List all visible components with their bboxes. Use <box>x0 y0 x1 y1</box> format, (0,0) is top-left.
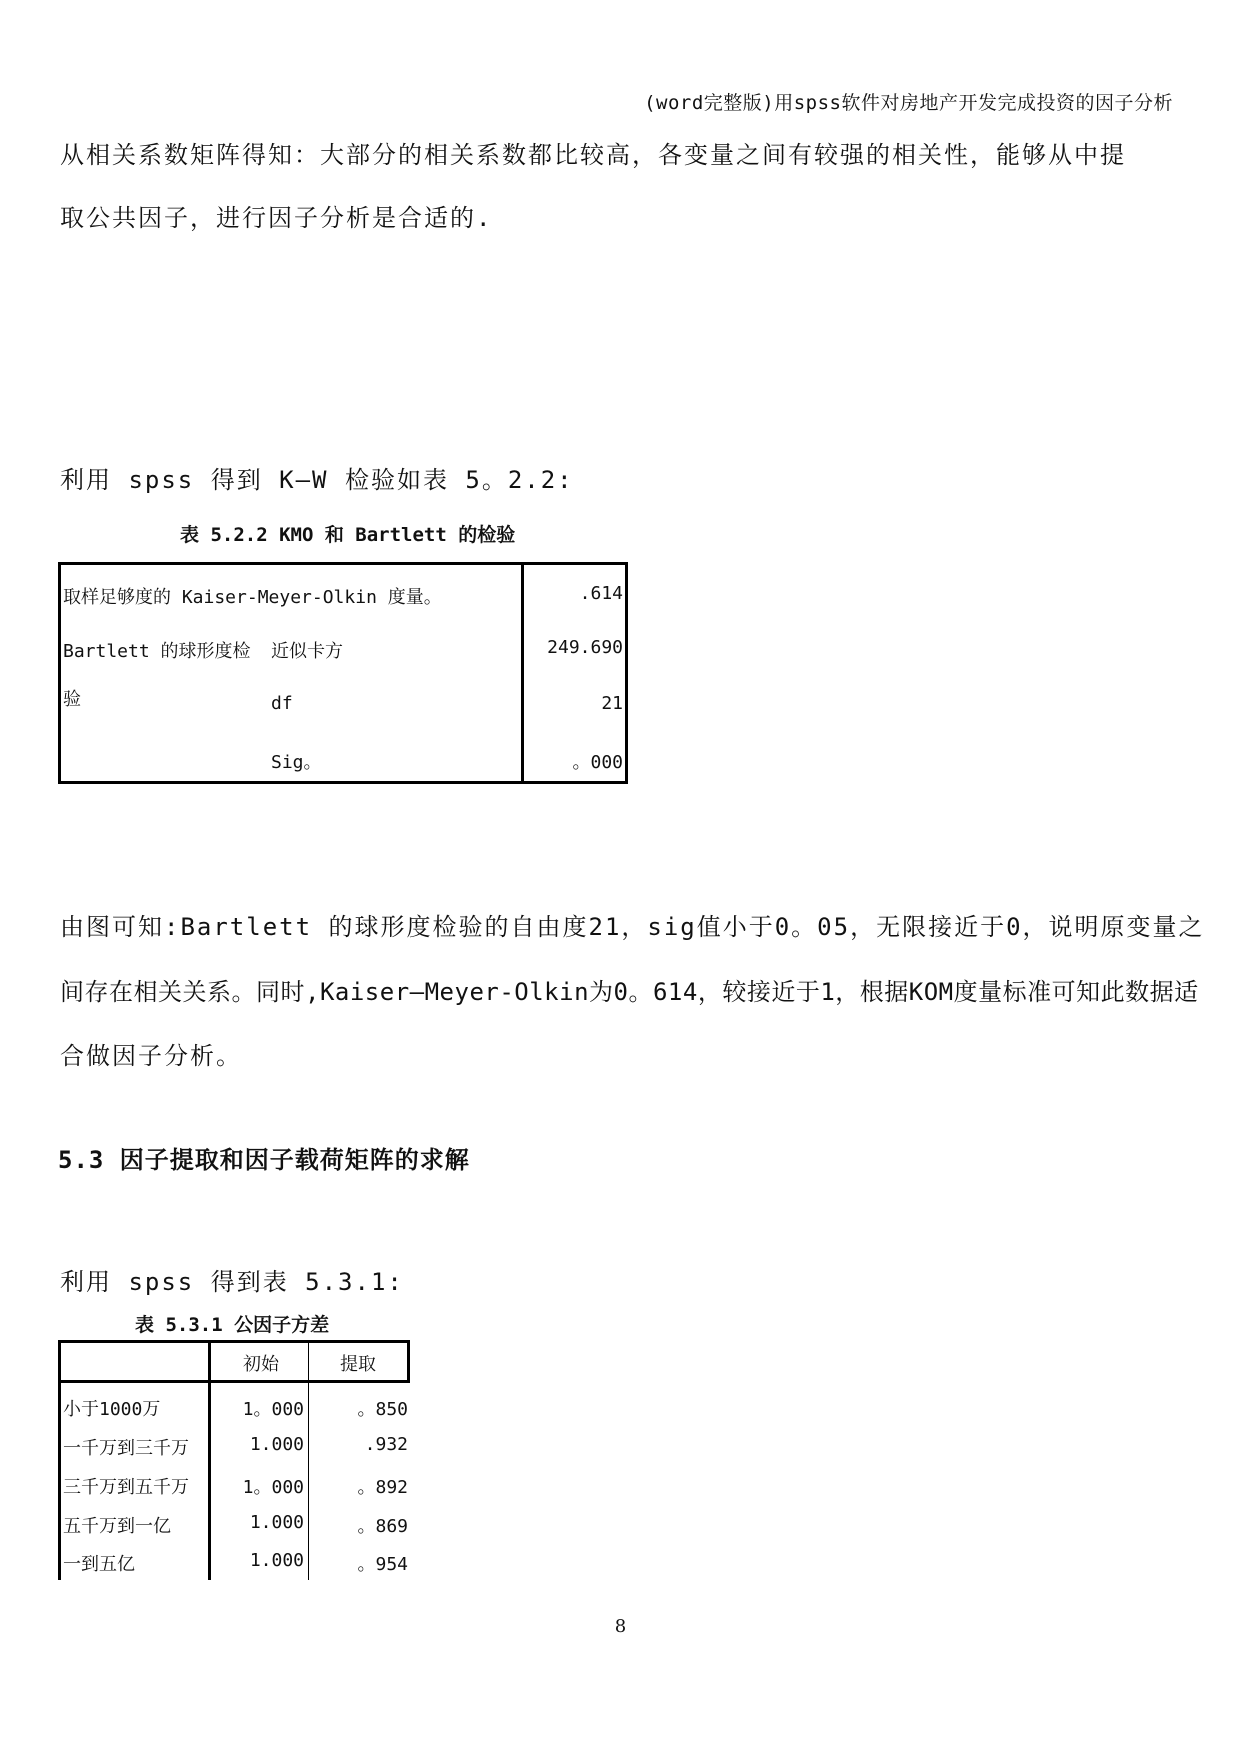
table-header-border <box>58 1380 410 1383</box>
kmo-row2-sub: 近似卡方 <box>271 641 343 662</box>
row-initial: 1.000 <box>249 1550 304 1571</box>
kmo-row2-value: 249.690 <box>547 637 623 658</box>
page-number: 8 <box>614 1616 627 1637</box>
kmo-row2-label: Bartlett 的球形度检 <box>63 641 251 662</box>
kmo-row3-sub: df <box>271 693 293 714</box>
paragraph-2-line-2: 间存在相关关系。同时,Kaiser—Meyer-Olkin为0。614，较接近于1，根据KOM度量标准可知此数据适 <box>60 978 1199 1006</box>
row-label: 三千万到五千万 <box>63 1477 189 1498</box>
table-top-border <box>58 1340 410 1343</box>
kmo-row1-label: 取样足够度的 Kaiser-Meyer-Olkin 度量。 <box>63 587 442 608</box>
paragraph-1-line-1: 从相关系数矩阵得知：大部分的相关系数都比较高，各变量之间有较强的相关性，能够从中提 <box>60 141 1126 169</box>
paragraph-1-line-2: 取公共因子，进行因子分析是合适的. <box>60 204 493 232</box>
row-extraction: 。892 <box>357 1477 408 1498</box>
row-label: 小于1000万 <box>63 1399 161 1420</box>
row-label: 一千万到三千万 <box>63 1438 189 1459</box>
row-initial: 1。000 <box>242 1477 304 1498</box>
column-header-extraction: 提取 <box>340 1354 376 1375</box>
kmo-row4-value: 。000 <box>572 752 623 773</box>
table-row <box>58 1395 410 1433</box>
kmo-row3-value: 21 <box>601 693 623 714</box>
table-row <box>58 1473 410 1511</box>
row-extraction: 。954 <box>357 1554 408 1575</box>
table-row <box>58 1434 410 1472</box>
row-label: 五千万到一亿 <box>63 1516 171 1537</box>
communalities-table <box>58 1340 410 1580</box>
kmo-row4-sub: Sig。 <box>271 752 322 773</box>
row-extraction: 。850 <box>357 1399 408 1420</box>
kmo-row1-value: .614 <box>579 583 623 604</box>
table-row <box>58 1550 410 1588</box>
communalities-intro-text: 利用 spss 得到表 5.3.1: <box>60 1268 404 1296</box>
table-right-border <box>407 1340 410 1382</box>
kmo-row2-label-cont: 验 <box>63 689 81 710</box>
page-header: (word完整版)用spss软件对房地产开发完成投资的因子分析 <box>644 92 1173 114</box>
row-extraction: .932 <box>364 1434 408 1455</box>
section-heading: 5.3 因子提取和因子载荷矩阵的求解 <box>58 1146 470 1174</box>
row-label: 一到五亿 <box>63 1554 135 1575</box>
table-row <box>58 1512 410 1550</box>
kmo-intro-text: 利用 spss 得到 K—W 检验如表 5。2.2: <box>60 466 574 494</box>
paragraph-2-line-3: 合做因子分析。 <box>60 1042 242 1070</box>
communalities-table-caption: 表 5.3.1 公因子方差 <box>135 1314 330 1336</box>
paragraph-2-line-1: 由图可知:Bartlett 的球形度检验的自由度21，sig值小于0。05，无限接近于0，说明原变量之 <box>60 913 1205 941</box>
row-extraction: 。869 <box>357 1516 408 1537</box>
kmo-table-divider <box>521 565 524 781</box>
kmo-table-caption: 表 5.2.2 KMO 和 Bartlett 的检验 <box>180 524 516 546</box>
row-initial: 1。000 <box>242 1399 304 1420</box>
row-initial: 1.000 <box>249 1434 304 1455</box>
row-initial: 1.000 <box>249 1512 304 1533</box>
column-header-initial: 初始 <box>243 1354 279 1375</box>
kmo-bartlett-table <box>58 562 628 784</box>
